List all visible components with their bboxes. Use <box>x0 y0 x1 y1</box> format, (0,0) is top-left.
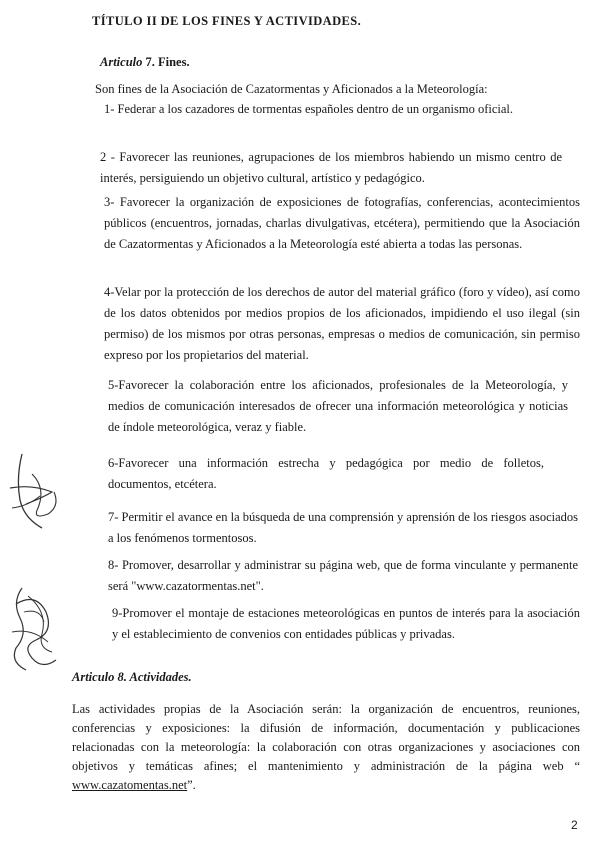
list-item-text: 6-Favorecer una información estrecha y pedagógica por medio de folletos, documentos, etcétera. <box>108 456 544 491</box>
handwritten-signature <box>2 582 66 678</box>
list-item <box>112 603 580 645</box>
list-item <box>108 555 578 597</box>
list-item <box>100 147 562 189</box>
article-7-label: Articulo <box>100 55 143 69</box>
website-link[interactable]: www.cazatomentas.net <box>72 778 188 792</box>
article-7-title: 7. Fines. <box>142 55 190 69</box>
list-item-text: 5-Favorecer la colaboración entre los aficionados, profesionales de la Meteorología, y medios de comunicación interesados de ofrecer una información meteorológica y noticias de índole meteorológica, veraz y fiable. <box>108 378 568 434</box>
list-item <box>108 507 578 549</box>
handwritten-signature <box>2 448 66 538</box>
activities-paragraph <box>72 700 580 795</box>
aims-intro: Son fines de la Asociación de Cazatormentas y Aficionados a la Meteorología: <box>95 82 488 96</box>
list-item-text: 1- Federar a los cazadores de tormentas españoles dentro de un organismo oficial. <box>104 102 514 116</box>
list-item <box>104 99 576 120</box>
article-7-heading <box>100 55 190 70</box>
activities-text: Las actividades propias de la Asociación serán: la organización de encuentros, reuniones, conferencias y exposiciones: la difusión de información, documentación y publicaciones relacionadas con la meteorología: la colaboración con otras organizaciones y asociaciones con objetivos y temáticas afines; el mantenimiento y administración de la página web “ <box>72 702 580 773</box>
list-item <box>108 375 568 438</box>
page-number: 2 <box>571 818 578 832</box>
list-item-text: 3- Favorecer la organización de exposiciones de fotografías, conferencias, acontecimientos públicos (encuentros, jornadas, charlas divulgativas, etcétera), permitiendo que la Asociación de Cazatormentas y Aficionados a la Meteorología esté abierta a todas las personas. <box>104 195 580 251</box>
section-title: TÍTULO II DE LOS FINES Y ACTIVIDADES. <box>92 14 362 28</box>
list-item-text: 8- Promover, desarrollar y administrar su página web, que de forma vinculante y permanente será "www.cazatormentas.net". <box>108 558 578 593</box>
activities-end: ”. <box>187 778 196 792</box>
list-item-text: 2 - Favorecer las reuniones, agrupaciones de los miembros habiendo un mismo centro de interés, persiguiendo un objetivo cultural, artístico y pedagógico. <box>100 150 562 185</box>
list-item <box>108 453 544 495</box>
list-item-text: 7- Permitir el avance en la búsqueda de una comprensión y aprensión de los riesgos asociados a los fenómenos tormentosos. <box>108 510 578 545</box>
list-item-text: 9-Promover el montaje de estaciones meteorológicas en puntos de interés para la asociación y el establecimiento de convenios con entidades públicas y privadas. <box>112 606 580 641</box>
article-8-heading: Articulo 8. Actividades. <box>72 670 192 684</box>
list-item-text: 4-Velar por la protección de los derechos de autor del material gráfico (foro y vídeo), así como de los datos obtenidos por medios propios de los aficionados, impidiendo el uso ilegal (sin permiso) de los mismos por otras personas, empresas o medios de comunicación, sin permiso expreso por los propietarios del material. <box>104 285 580 362</box>
list-item <box>104 282 580 366</box>
list-item <box>104 192 580 255</box>
